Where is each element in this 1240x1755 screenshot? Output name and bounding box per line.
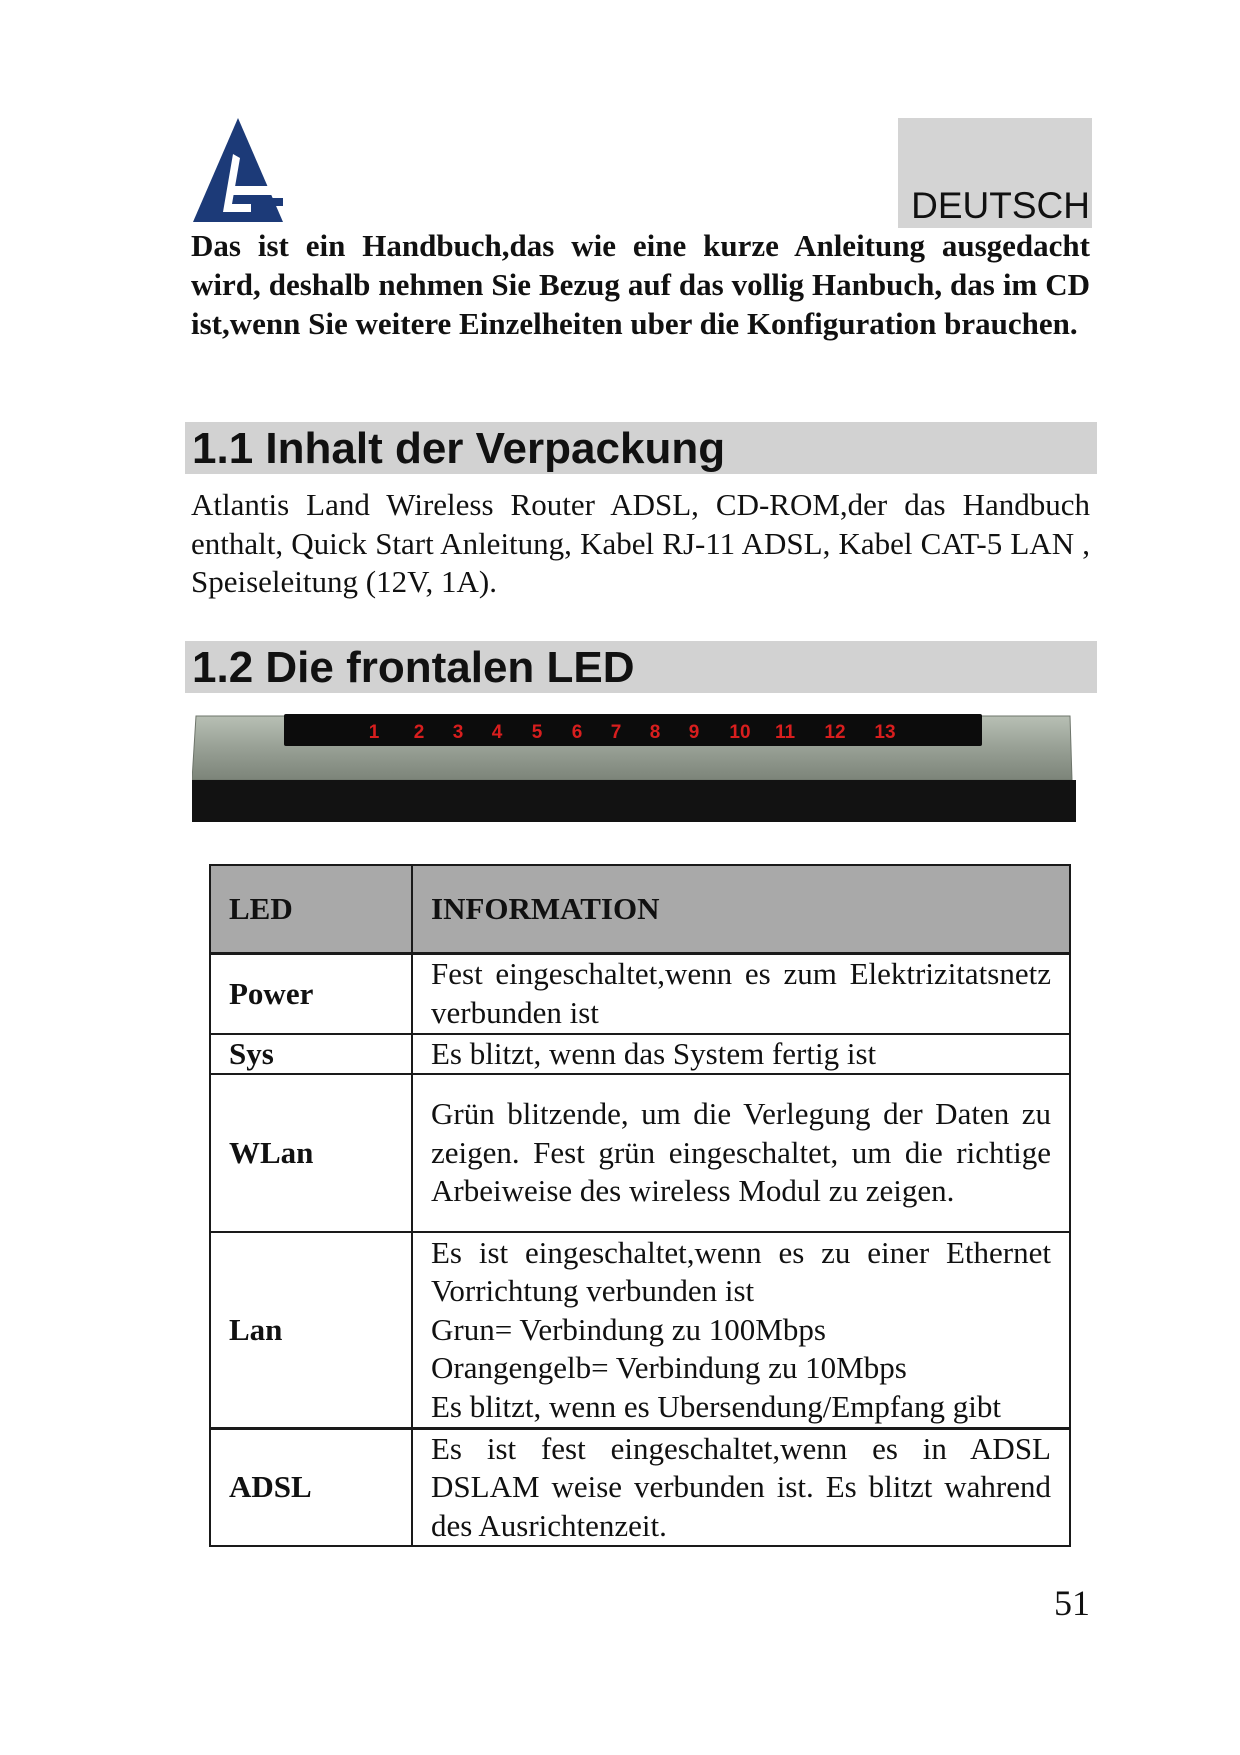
info-line: Orangengelb= Verbindung zu 10Mbps: [431, 1350, 907, 1385]
table-row-sys: [210, 1034, 1070, 1075]
led-number-12: 12: [824, 722, 846, 743]
language-label: DEUTSCH: [911, 185, 1090, 226]
router-base: [192, 780, 1076, 822]
section-heading-front-leds: [185, 641, 1097, 693]
table-row-wlan: [210, 1074, 1070, 1232]
router-front-panel-image: [192, 712, 1076, 826]
led-number-5: 5: [531, 722, 543, 743]
section-title: 1.2 Die frontalen LED: [192, 643, 635, 692]
table-row-power: [210, 954, 1070, 1034]
led-info: [412, 1232, 1070, 1428]
table-row-adsl: [210, 1428, 1070, 1546]
page-number: 51: [1054, 1583, 1090, 1623]
atlantis-logo: [193, 118, 283, 222]
led-number-7: 7: [610, 722, 622, 743]
led-info: [412, 1034, 1070, 1075]
language-box: [898, 118, 1092, 228]
led-name: Power: [210, 954, 412, 1034]
section-title: 1.1 Inhalt der Verpackung: [192, 424, 726, 473]
led-name: WLan: [210, 1074, 412, 1232]
section-heading-contents: [185, 422, 1097, 474]
info-line: Grün blitzende, um die Verlegung der Daten zu zeigen. Fest grün eingeschaltet, um die richtige Arbeiweise des wireless Modul zu zeigen.: [431, 1096, 1051, 1209]
package-contents-text: Atlantis Land Wireless Router ADSL, CD-ROM,der das Handbuch enthalt, Quick Start Anleitung, Kabel RJ-11 ADSL, Kabel CAT-5 LAN , Speiseleitung (12V, 1A).: [191, 487, 1090, 599]
led-number-6: 6: [571, 722, 583, 743]
led-number-4: 4: [491, 722, 503, 743]
table-header-row: [210, 865, 1070, 954]
info-line: Es ist eingeschaltet,wenn es zu einer Ethernet Vorrichtung verbunden ist: [431, 1234, 1051, 1308]
led-number-3: 3: [452, 722, 464, 743]
led-info: [412, 954, 1070, 1034]
led-info: [412, 1074, 1070, 1232]
info-line: Fest eingeschaltet,wenn es zum Elektrizitatsnetz verbunden ist: [431, 956, 1051, 1030]
table-row-lan: [210, 1232, 1070, 1428]
header-led: LED: [210, 865, 412, 954]
led-number-2: 2: [413, 722, 425, 743]
header-information: INFORMATION: [412, 865, 1070, 954]
led-number-1: 1: [368, 722, 380, 743]
led-info-table: [209, 864, 1071, 1547]
logo-letter-a-bar: [231, 186, 281, 195]
led-number-9: 9: [688, 722, 700, 743]
info-line: Es ist fest eingeschaltet,wenn es in ADSL DSLAM weise verbunden ist. Es blitzt wahrend des Ausrichtenzeit.: [431, 1430, 1051, 1543]
led-number-10: 10: [729, 722, 751, 743]
led-name: ADSL: [210, 1428, 412, 1546]
info-line: Es blitzt, wenn es Ubersendung/Empfang gibt: [431, 1388, 1001, 1424]
led-name: Lan: [210, 1232, 412, 1428]
info-line: Grun= Verbindung zu 100Mbps: [431, 1311, 826, 1347]
logo-letter-a-foot: [263, 198, 283, 206]
led-number-8: 8: [649, 722, 661, 743]
led-number-13: 13: [874, 722, 896, 743]
led-info: [412, 1428, 1070, 1546]
intro-paragraph: Das ist ein Handbuch,das wie eine kurze Anleitung ausgedacht wird, deshalb nehmen Sie Bezug auf das vollig Hanbuch, das im CD ist,wenn Sie weitere Einzelheiten uber die Konfiguration brauchen.: [191, 228, 1090, 341]
led-name: Sys: [210, 1034, 412, 1075]
info-line: Es blitzt, wenn das System fertig ist: [431, 1035, 877, 1071]
led-number-11: 11: [774, 722, 796, 743]
